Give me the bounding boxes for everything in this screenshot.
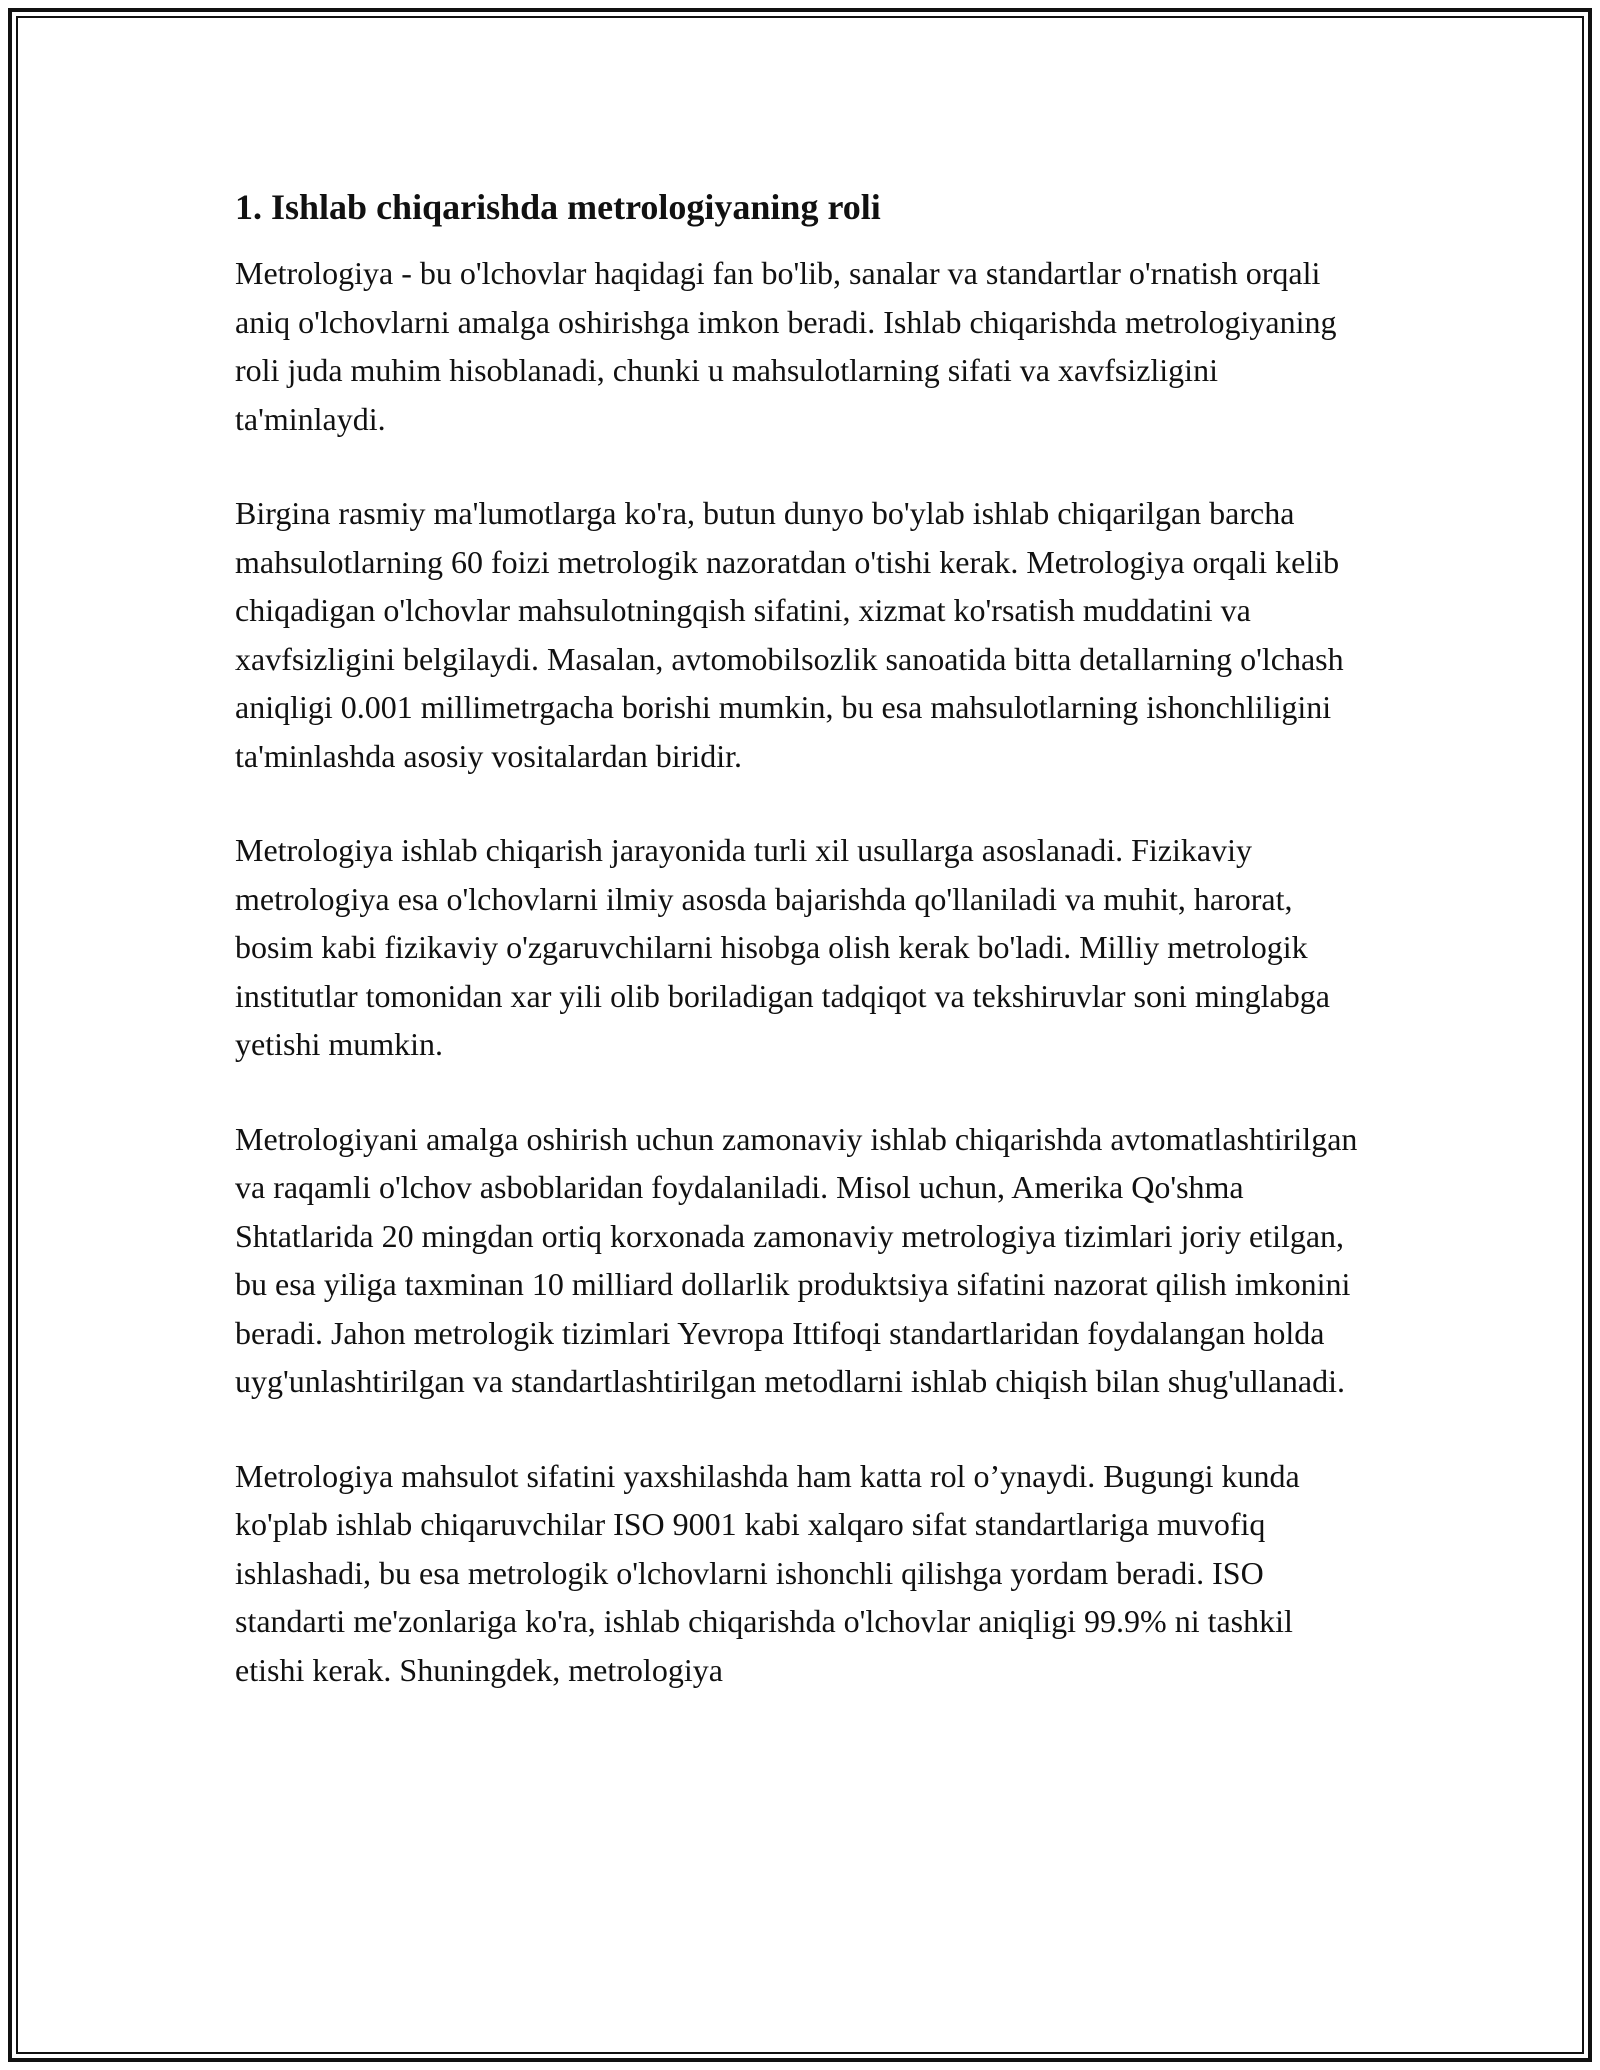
- paragraph-5: Metrologiya mahsulot sifatini yaxshilashda ham katta rol o’ynaydi. Bugungi kunda ko'plab ishlab chiqaruvchilar ISO 9001 kabi xalqaro sifat standartlariga muvofiq ishlashadi, bu esa metrologik o'lchovlarni ishonchli qilishga yordam beradi. ISO standarti me'zonlariga ko'ra, ishlab chiqarishda o'lchovlar aniqligi 99.9% ni tashkil etishi kerak. Shuningdek, metrologiya: [235, 1457, 1300, 1688]
- section-heading: 1. Ishlab chiqarishda metrologiyaning roli: [235, 187, 881, 227]
- paragraph-4: Metrologiyani amalga oshirish uchun zamonaviy ishlab chiqarishda avtomatlashtirilgan va raqamli o'lchov asboblaridan foydalaniladi. Misol uchun, Amerika Qo'shma Shtatlarida 20 mingdan ortiq korxonada zamonaviy metrologiya tizimlari joriy etilgan, bu esa yiliga taxminan 10 milliard dollarlik produktsiya sifatini nazorat qilish imkonini beradi. Jahon metrologik tizimlari Yevropa Ittifoqi standartlaridan foydalangan holda uyg'unlashtirilgan va standartlashtirilgan metodlarni ishlab chiqish bilan shug'ullanadi.: [235, 1120, 1358, 1399]
- paragraph-1: Metrologiya - bu o'lchovlar haqidagi fan bo'lib, sanalar va standartlar o'rnatish orqali aniq o'lchovlarni amalga oshirishga imkon beradi. Ishlab chiqarishda metrologiyaning roli juda muhim hisoblanadi, chunki u mahsulotlarning sifati va xavfsizligini ta'minlaydi.: [235, 255, 1337, 437]
- paragraph-3: Metrologiya ishlab chiqarish jarayonida turli xil usullarga asoslanadi. Fizikaviy metrologiya esa o'lchovlarni ilmiy asosda bajarishda qo'llaniladi va muhit, harorat, bosim kabi fizikaviy o'zgaruvchilarni hisobga olish kerak bo'ladi. Milliy metrologik institutlar tomonidan xar yili olib boriladigan tadqiqot va tekshiruvlar soni minglabga yetishi mumkin.: [235, 832, 1330, 1062]
- paragraph-2: Birgina rasmiy ma'lumotlarga ko'ra, butun dunyo bo'ylab ishlab chiqarilgan barcha mahsulotlarning 60 foizi metrologik nazoratdan o'tishi kerak. Metrologiya orqali kelib chiqadigan o'lchovlar mahsulotningqish sifatini, xizmat ko'rsatish muddatini va xavfsizligini belgilaydi. Masalan, avtomobilsozlik sanoatida bitta detallarning o'lchash aniqligi 0.001 millimetrgacha borishi mumkin, bu esa mahsulotlarning ishonchliligini ta'minlashda asosiy vositalardan biridir.: [235, 495, 1344, 774]
- document-body: [235, 185, 1365, 1740]
